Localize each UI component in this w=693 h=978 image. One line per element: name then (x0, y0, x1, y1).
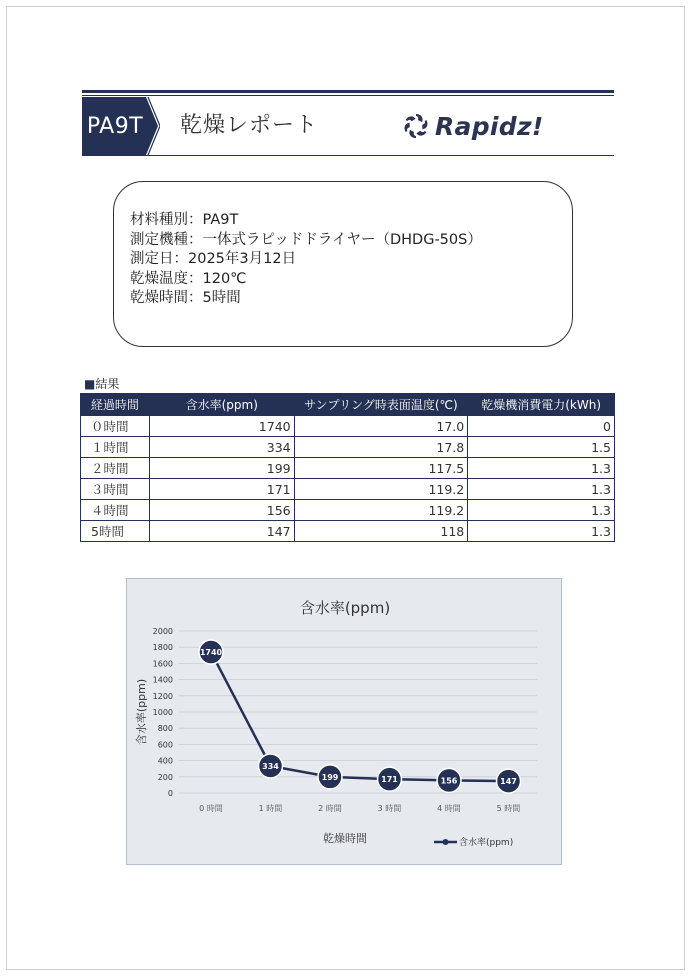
data-label: 147 (500, 777, 517, 787)
data-label: 334 (262, 761, 279, 771)
y-tick-label: 600 (157, 740, 173, 750)
info-material: 材料種別：PA9T (130, 212, 239, 228)
y-tick-label: 200 (157, 772, 173, 782)
square-bullet-icon: ■ (84, 377, 96, 391)
y-tick-label: 400 (157, 756, 173, 766)
cell-moisture: 199 (149, 458, 294, 479)
column-header-moisture: 含水率(ppm) (149, 394, 294, 416)
table-row (81, 416, 615, 437)
y-tick-label: 1600 (152, 659, 173, 669)
legend-marker (443, 839, 449, 845)
moisture-chart-svg (127, 579, 563, 866)
x-tick-label: 1 時間 (258, 804, 283, 813)
cell-elapsed: ４時間 (81, 500, 150, 521)
cell-surface-temp: 17.8 (294, 437, 468, 458)
moisture-chart (126, 578, 562, 865)
table-header-row (81, 394, 615, 416)
badge-label: PA9T (86, 113, 144, 139)
x-tick-label: 5 時間 (496, 804, 521, 813)
logo-swirl-icon (402, 112, 430, 140)
material-badge (82, 97, 160, 155)
header-rule-top (82, 90, 614, 93)
header-rule-bottom (82, 155, 614, 156)
x-tick-label: 2 時間 (318, 804, 342, 813)
cell-moisture: 156 (149, 500, 294, 521)
info-date: 測定日：2025年3月12日 (130, 251, 297, 267)
info-duration: 乾燥時間：5時間 (130, 290, 241, 306)
cell-moisture: 334 (149, 437, 294, 458)
data-label: 199 (321, 772, 339, 782)
y-tick-label: 1800 (152, 643, 173, 653)
results-table (80, 393, 615, 542)
results-section-label (84, 375, 119, 392)
y-tick-label: 1000 (152, 708, 173, 717)
cell-moisture: 147 (149, 521, 294, 542)
y-tick-label: 800 (157, 724, 173, 734)
y-tick-label: 2000 (152, 627, 173, 636)
column-header-elapsed: 経過時間 (81, 394, 150, 416)
cell-elapsed: ３時間 (81, 479, 150, 500)
report-title: 乾燥レポート (180, 113, 319, 138)
results-label-text: 結果 (95, 377, 120, 391)
x-tick-label: 0 時間 (199, 804, 223, 813)
cell-moisture: 171 (149, 479, 294, 500)
cell-power: 1.3 (468, 500, 615, 521)
cell-power: 1.3 (468, 458, 615, 479)
table-row (81, 437, 615, 458)
y-tick-label: 1400 (152, 675, 173, 685)
cell-surface-temp: 17.0 (294, 416, 468, 437)
cell-power: 1.3 (468, 479, 615, 500)
table-row (81, 458, 615, 479)
series-line (211, 652, 509, 781)
cell-surface-temp: 117.5 (294, 458, 468, 479)
column-header-power: 乾燥機消費電力(kWh) (468, 394, 615, 416)
data-label: 171 (381, 775, 398, 785)
cell-elapsed: ２時間 (81, 458, 150, 479)
cell-surface-temp: 119.2 (294, 479, 468, 500)
legend-label: 含水率(ppm) (459, 838, 514, 848)
y-axis-label: 含水率(ppm) (135, 678, 148, 746)
logo-wordmark: Rapidz! (435, 111, 544, 141)
info-temperature: 乾燥温度：120℃ (130, 270, 247, 287)
cell-surface-temp: 118 (294, 521, 468, 542)
table-row (81, 521, 615, 542)
table-row (81, 479, 615, 500)
cell-power: 1.3 (468, 521, 615, 542)
rapidz-logo (402, 108, 544, 144)
y-tick-label: 1200 (152, 691, 173, 701)
x-tick-label: 3 時間 (377, 804, 402, 813)
x-axis-label: 乾燥時間 (323, 832, 367, 845)
data-label: 156 (440, 776, 458, 786)
data-label: 1740 (199, 648, 223, 658)
test-conditions-box (113, 181, 573, 347)
cell-elapsed: 5時間 (81, 521, 150, 542)
column-header-surface-temp: サンプリング時表面温度(℃) (294, 394, 468, 416)
cell-power: 1.5 (468, 437, 615, 458)
header-rule-top-thin (82, 95, 614, 96)
info-machine: 測定機種：一体式ラピッドドライヤー（DHDG-50S） (130, 231, 482, 248)
cell-elapsed: １時間 (81, 437, 150, 458)
y-tick-label: 0 (167, 789, 173, 798)
table-row (81, 500, 615, 521)
x-tick-label: 4 時間 (437, 804, 461, 813)
cell-moisture: 1740 (149, 416, 294, 437)
cell-surface-temp: 119.2 (294, 500, 468, 521)
chart-title: 含水率(ppm) (299, 599, 391, 617)
cell-power: 0 (468, 416, 615, 437)
cell-elapsed: ０時間 (81, 416, 150, 437)
